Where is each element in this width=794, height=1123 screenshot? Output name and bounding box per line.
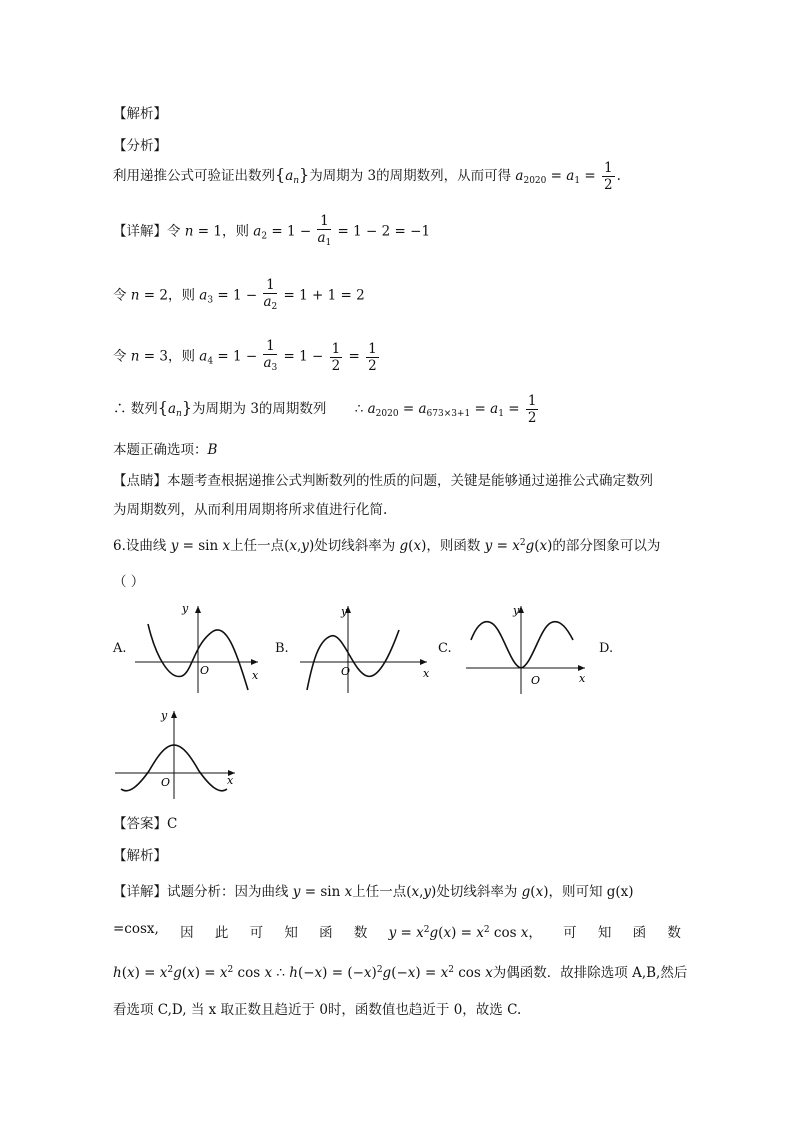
dianjing-line1: 【点睛】本题考查根据递推公式判断数列的性质的问题，关键是能够通过递推公式确定数列 bbox=[113, 473, 653, 489]
analysis-line: 利用递推公式可验证出数列$\{a_n\}$为周期为 3的周期数列，从而可得 $a_{2020} = a_1$ = $\frac{1}{2}$ . bbox=[113, 160, 621, 193]
axis-x-label: x bbox=[252, 669, 259, 682]
answer-line: 本题正确选项：B bbox=[113, 442, 218, 458]
solution-line1: 【详解】试题分析：因为曲线 y = sin x上任一点(x,y)处切线斜率为 g(x)，则可知 g(x) bbox=[113, 884, 634, 900]
option-c-label: C. bbox=[438, 641, 452, 656]
conclusion-line: ∴ 数列$\{a_n\}$为周期为 3的周期数列 ∴ $a_{2020} = a_{673\times 3+1} = a_1$ = $\frac{1}{2}$ bbox=[113, 393, 537, 426]
axis-y-label: y bbox=[182, 602, 189, 615]
detail-n2: 令 n = 2，则 $a_3 = 1$ − $\frac{1}{a_2}$ = 1 + 1 = 2 bbox=[113, 277, 365, 312]
axis-y-label: y bbox=[513, 604, 520, 617]
option-d-label: D. bbox=[599, 641, 614, 656]
axis-x-label: x bbox=[579, 672, 586, 685]
axis-y-label: y bbox=[161, 709, 168, 722]
detail-n1: 【详解】令 n = 1，则 $a_2 = 1$ − $\frac{1}{a_1}$ = 1 − 2 = −1 bbox=[113, 213, 431, 248]
detail-n3: 令 n = 3，则 $a_4 = 1$ − $\frac{1}{a_3}$ = 1 − $\frac{1}{2}$ = $\frac{1}{2}$ bbox=[113, 338, 377, 374]
graph-d bbox=[113, 705, 243, 800]
answer-jiexi: 【解析】 bbox=[113, 848, 167, 864]
option-b-label: B. bbox=[275, 641, 289, 656]
solution-line3: $h(x) = x^2g(x) = x^2$ cos x ∴ $h(-x) = (-x)^2g(-x) = x^2$ cos x为偶函数．故排除选项 A,B,然后 bbox=[113, 965, 688, 981]
axis-x-label: x bbox=[227, 774, 234, 787]
solution-line4: 看选项 C,D, 当 x 取正数且趋近于 0时，函数值也趋近于 0，故选 C. bbox=[113, 1002, 522, 1018]
answer-block: 【答案】C bbox=[113, 816, 178, 832]
axis-origin-label: O bbox=[200, 664, 210, 677]
axis-origin-label: O bbox=[161, 776, 171, 789]
solution-line2: =cosx, 因 此 可 知 函 数 $y = x^2g(x) = x^2$ cos x， 可 知 函 数 bbox=[113, 921, 681, 941]
axis-x-label: x bbox=[423, 667, 430, 680]
graph-b bbox=[295, 600, 435, 695]
graph-c bbox=[463, 600, 593, 695]
section-fenxi: 【分析】 bbox=[113, 138, 167, 154]
section-jiexi: 【解析】 bbox=[113, 106, 167, 122]
option-a-label: A. bbox=[113, 641, 127, 656]
axis-origin-label: O bbox=[531, 674, 541, 687]
question-6: 6.设曲线 y = sin x上任一点(x,y)处切线斜率为 g(x)，则函数 $y = x^2g(x)$的部分图象可以为 bbox=[113, 538, 661, 554]
graph-a bbox=[130, 600, 260, 695]
dianjing-line2: 为周期数列，从而利用周期将所求值进行化简. bbox=[113, 502, 388, 518]
axis-origin-label: O bbox=[341, 665, 351, 678]
question-6-paren: （ ） bbox=[113, 574, 145, 590]
axis-y-label: y bbox=[341, 605, 348, 618]
